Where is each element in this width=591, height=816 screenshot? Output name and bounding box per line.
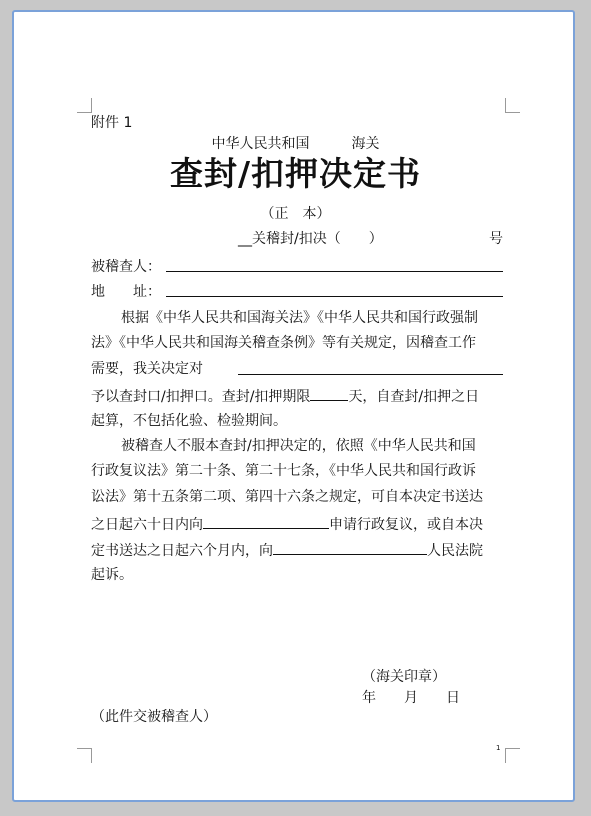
- doc-number-suffix: 号: [489, 231, 503, 247]
- para2-line4: [91, 514, 483, 534]
- seal-label: （海关印章）: [362, 669, 446, 685]
- delivery-note: （此件交被稽查人）: [91, 709, 217, 725]
- para2-line5: [91, 540, 483, 560]
- attachment-label: 附件 1: [91, 115, 133, 131]
- term-days-blank: [310, 386, 348, 401]
- copy-type: （正 本）: [260, 206, 331, 222]
- crop-mark-top-left: [77, 98, 92, 113]
- page-number: 1: [496, 744, 501, 752]
- crop-mark-top-right: [505, 98, 520, 113]
- para2-line3: 讼法》第十五条第二项、第四十六条之规定，可自本决定书送达: [91, 489, 483, 505]
- para1-line2: 法》《中华人民共和国海关稽查条例》等有关规定，因稽查工作: [91, 335, 476, 351]
- para1-line5: 起算，不包括化验、检验期间。: [91, 413, 287, 429]
- para2-line1: 被稽查人不服本查封/扣押决定的，依照《中华人民共和国: [121, 438, 476, 454]
- field-address-label: 地 址：: [91, 284, 161, 300]
- field-inspected-label: 被稽查人：: [91, 259, 161, 275]
- date-line: 年 月 日: [362, 690, 460, 706]
- para2-line4-b: 申请行政复议，或自本决: [329, 517, 483, 533]
- para2-line5-b: 人民法院: [427, 543, 483, 559]
- header-line: 中华人民共和国 海关: [211, 136, 380, 152]
- para1-line4-b: 天，自查封/扣押之日: [348, 389, 480, 405]
- para1-line4: [91, 386, 479, 406]
- review-agency-blank: [203, 514, 329, 529]
- para1-line4-a: 予以查封口/扣押口。查封/扣押期限: [91, 389, 311, 405]
- para2-line4-a: 之日起六十日内向: [91, 517, 203, 533]
- para2-line6: 起诉。: [91, 567, 133, 583]
- doc-number-prefix: __关稽封/扣决（ ）: [238, 231, 383, 247]
- para1-object-blank: [238, 374, 503, 375]
- crop-mark-bottom-left: [77, 748, 92, 763]
- para2-line5-a: 定书送达之日起六个月内，向: [91, 543, 273, 559]
- crop-mark-bottom-right: [505, 748, 520, 763]
- field-inspected-blank: [166, 271, 503, 272]
- document-title: 查封/扣押决定书: [169, 154, 422, 193]
- field-address-blank: [166, 296, 503, 297]
- para2-line2: 行政复议法》第二十条、第二十七条，《中华人民共和国行政诉: [91, 463, 476, 479]
- court-blank: [273, 540, 427, 555]
- para1-line3: 需要，我关决定对: [91, 361, 203, 377]
- para1-line1: 根据《中华人民共和国海关法》《中华人民共和国行政强制: [121, 310, 478, 326]
